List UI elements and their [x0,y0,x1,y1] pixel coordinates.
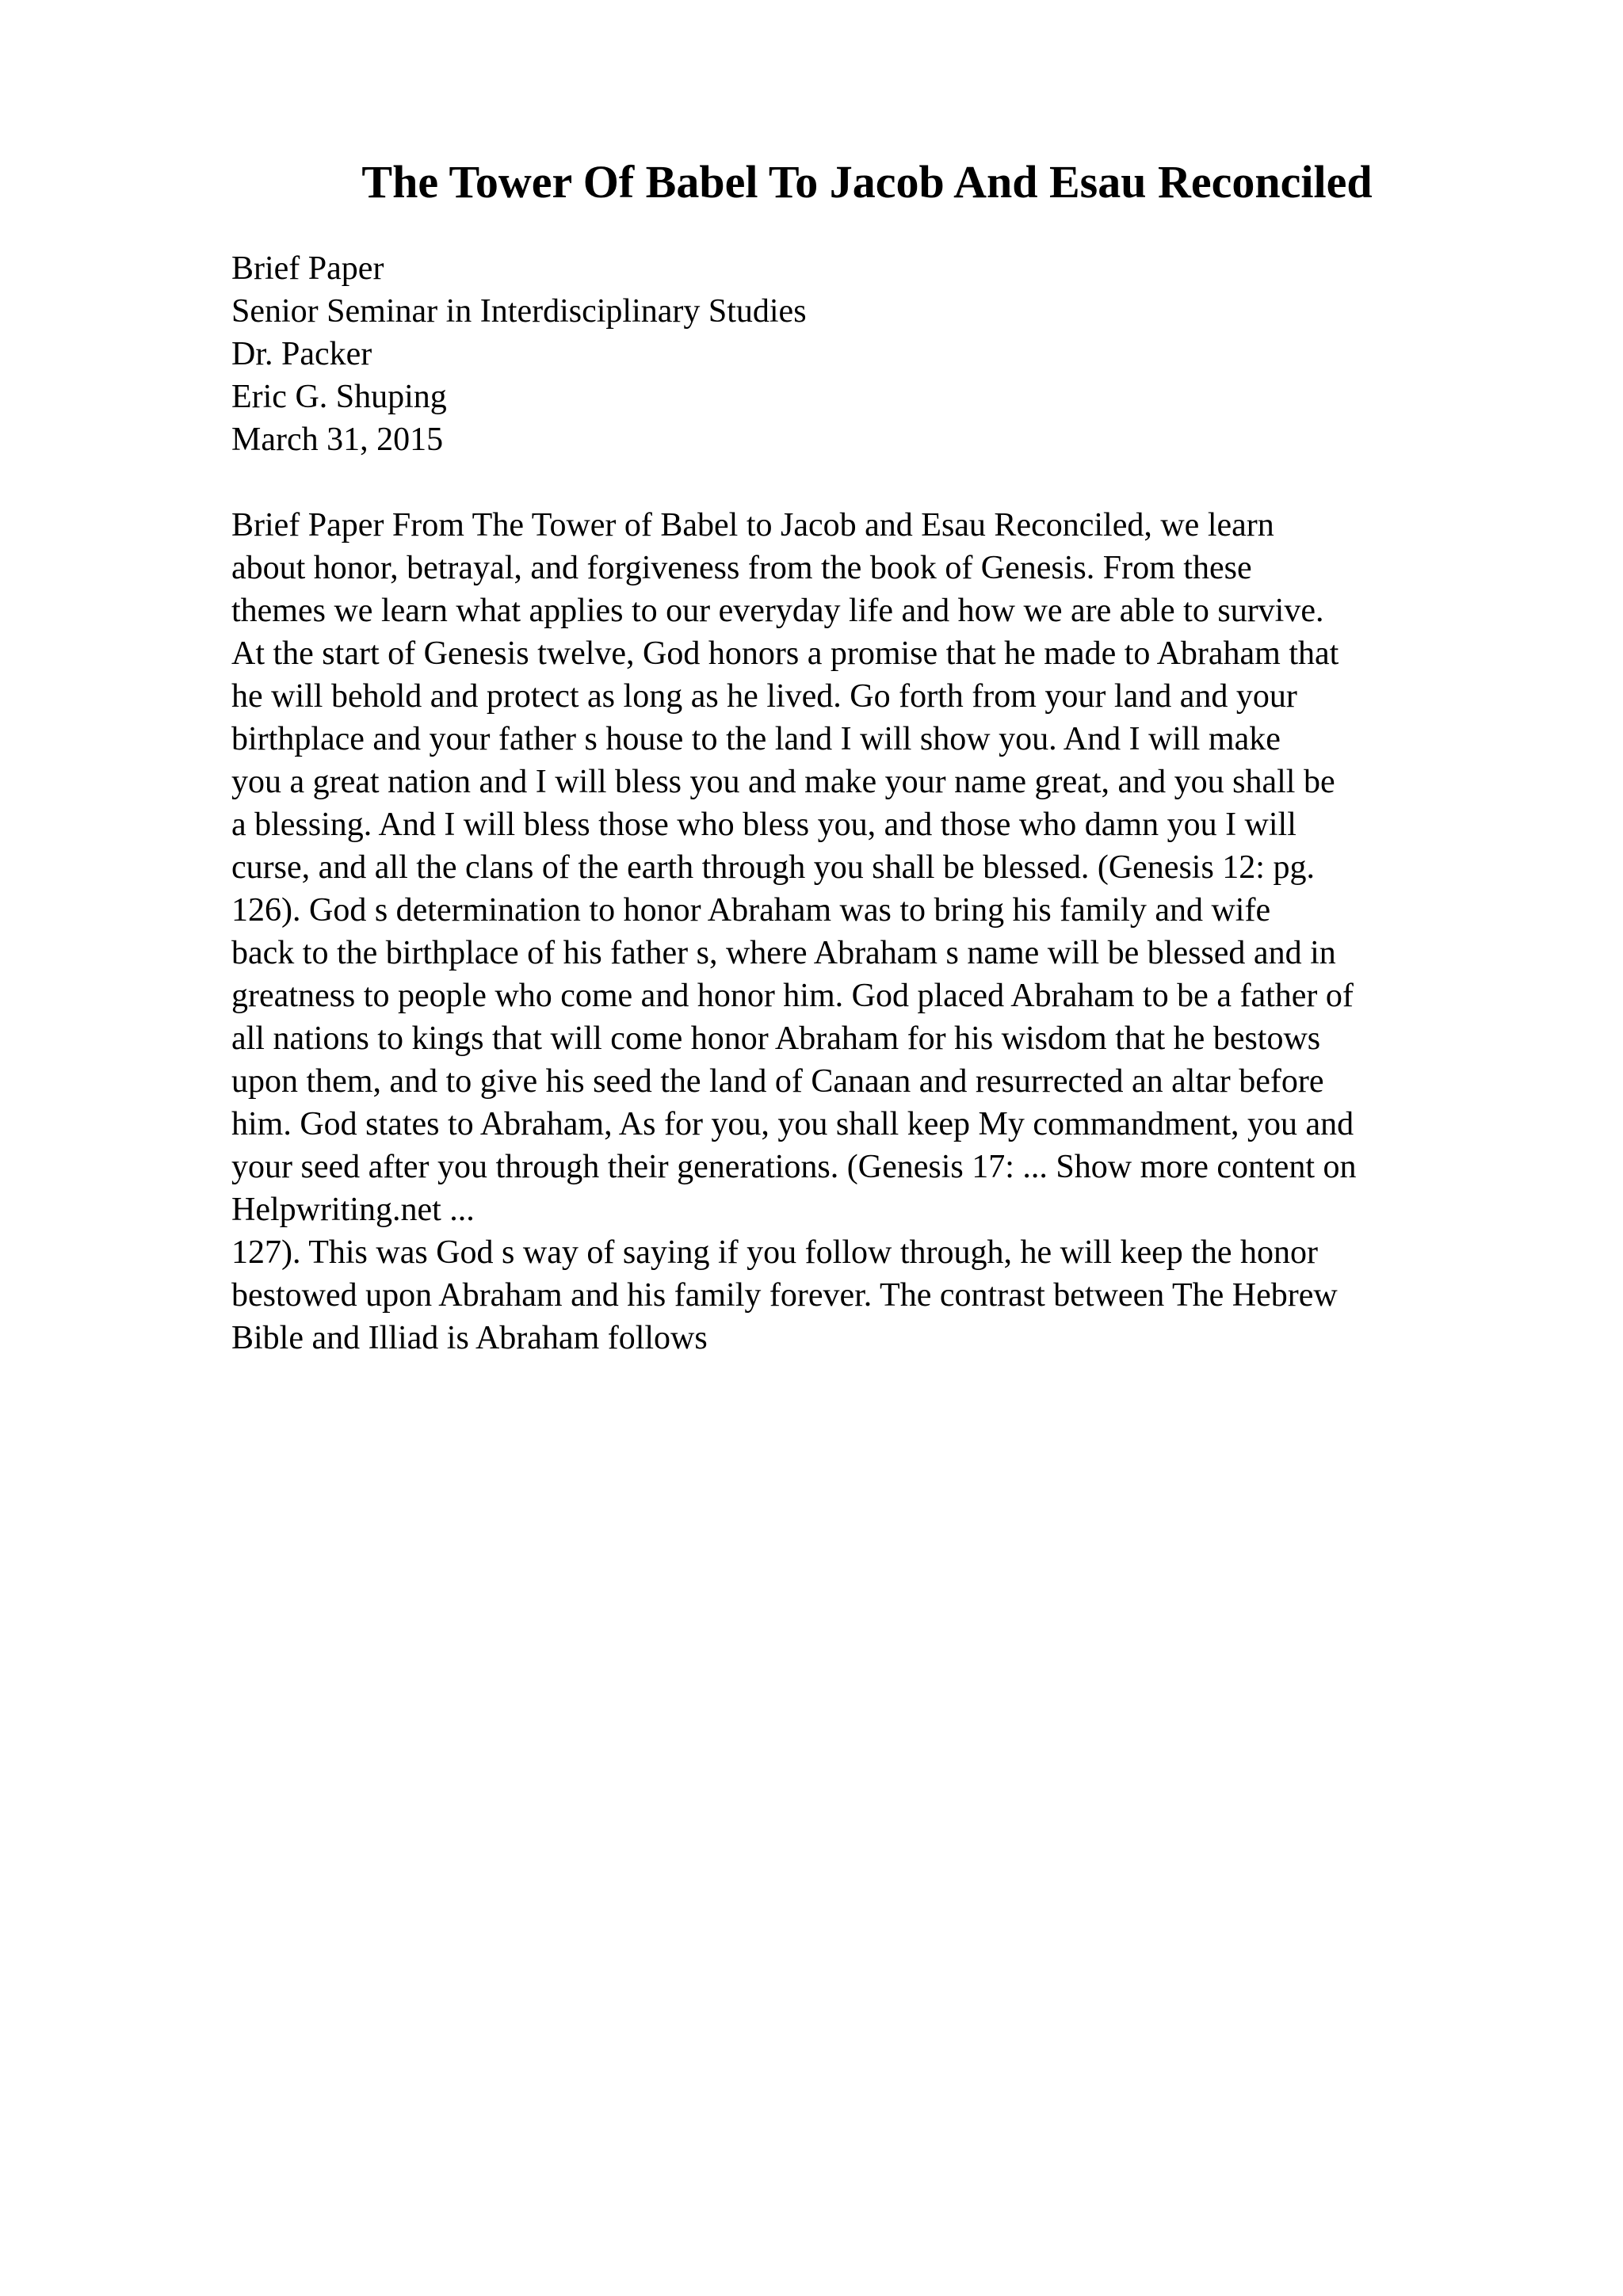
body-line: themes we learn what applies to our everyday life and how we are able to survive. [231,593,1324,629]
document-header [231,247,807,461]
body-line: upon them, and to give his seed the land of Canaan and resurrected an altar before [231,1063,1324,1100]
body-line: all nations to kings that will come honor Abraham for his wisdom that he bestows [231,1020,1321,1057]
document-title: The Tower Of Babel To Jacob And Esau Reconciled [361,156,1373,208]
body-line: curse, and all the clans of the earth through you shall be blessed. (Genesis 12: pg. [231,849,1315,886]
body-line: At the start of Genesis twelve, God honors a promise that he made to Abraham that [231,635,1339,672]
header-paper-type: Brief Paper [231,250,384,287]
body-line: greatness to people who come and honor him. God placed Abraham to be a father of [231,978,1354,1014]
document-body [231,504,1515,1360]
body-line: Helpwriting.net ... [231,1192,475,1228]
body-line: you a great nation and I will bless you and make your name great, and you shall be [231,764,1335,800]
body-line: bestowed upon Abraham and his family forever. The contrast between The Hebrew [231,1277,1338,1314]
body-line: birthplace and your father s house to the land I will show you. And I will make [231,721,1281,757]
body-line: he will behold and protect as long as he lived. Go forth from your land and your [231,678,1297,715]
body-line: Bible and Illiad is Abraham follows [231,1320,708,1356]
header-course: Senior Seminar in Interdisciplinary Studies [231,293,807,330]
body-line: him. God states to Abraham, As for you, you shall keep My commandment, you and [231,1106,1354,1142]
body-line: back to the birthplace of his father s, where Abraham s name will be blessed and in [231,935,1336,971]
body-line: 126). God s determination to honor Abraham was to bring his family and wife [231,892,1271,929]
body-line: Brief Paper From The Tower of Babel to Jacob and Esau Reconciled, we learn [231,507,1274,543]
body-line: a blessing. And I will bless those who bless you, and those who damn you I will [231,807,1296,843]
body-line: 127). This was God s way of saying if you follow through, he will keep the honor [231,1234,1319,1271]
header-author: Eric G. Shuping [231,379,447,415]
body-line: about honor, betrayal, and forgiveness from the book of Genesis. From these [231,550,1252,586]
body-line: your seed after you through their generations. (Genesis 17: ... Show more content on [231,1149,1357,1185]
header-date: March 31, 2015 [231,421,444,458]
header-instructor: Dr. Packer [231,336,372,372]
